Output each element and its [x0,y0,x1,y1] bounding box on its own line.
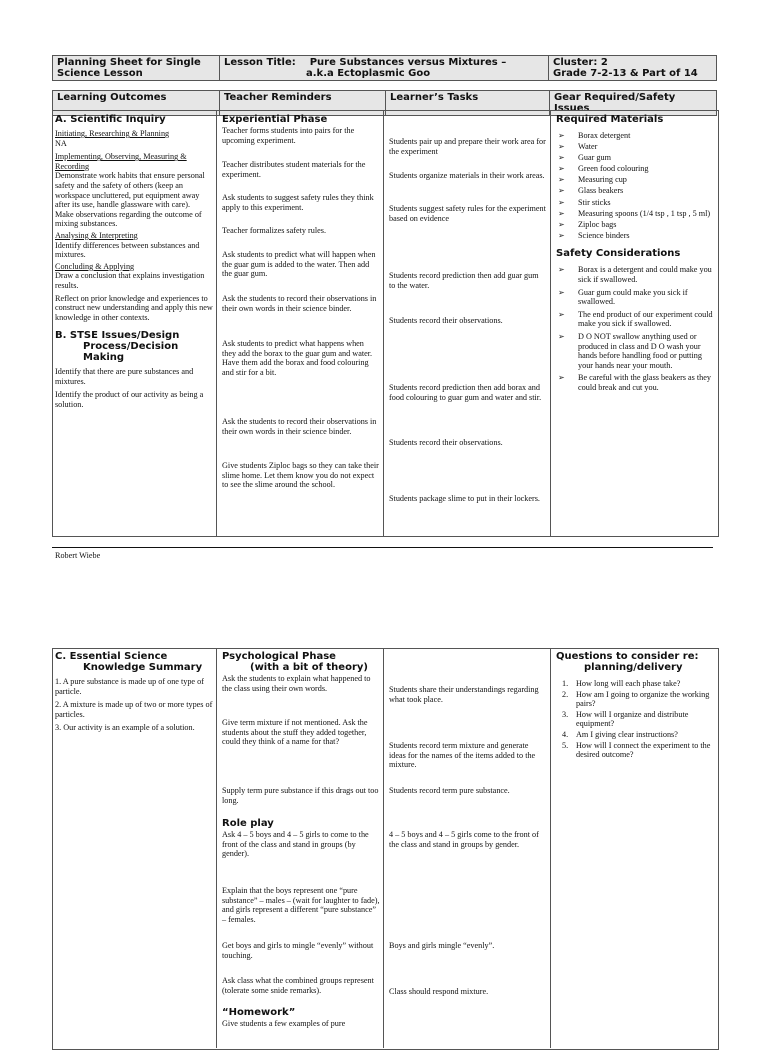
list-item: ➢ D O NOT swallow anything used or produced in class and D O wash your hands before handling food or putting your hands near your mouth. [556,332,714,370]
teacher-note: Get boys and girls to mingle “evenly” without touching. [222,941,374,960]
col-learners-tasks: Learner’s Tasks [386,91,550,116]
section-c-heading: C. Essential Science Knowledge Summary [55,651,203,673]
teacher-note: Ask students to predict what will happen when the guar gum is added to the water. Then add the guar gum. [222,250,376,279]
learner-task: Class should respond mixture. [389,987,489,996]
divider [216,648,217,1048]
teacher-note: Teacher formalizes safety rules. [222,226,326,235]
learner-task: Boys and girls mingle “evenly”. [389,941,495,950]
text: 1. A pure substance is made up of one type of particle. [55,677,204,696]
subheading: Implementing, Observing, Measuring & Recording [55,152,187,171]
teacher-note: Ask students to suggest safety rules they think apply to this experiment. [222,193,374,212]
list-item: ➢ Glass beakers [556,186,714,196]
learner-task: Students record term pure substance. [389,786,510,795]
learner-task: Students pair up and prepare their work area for the experiment [389,137,546,156]
sheet-title: Planning Sheet for Single Science Lesson [53,56,220,81]
header-table [52,55,717,81]
teacher-note: Ask students to predict what happens when they add the borax to the guar gum and water. Have them add the borax and food colouring and stir for a bit. [222,339,373,377]
author-name: Robert Wiebe [55,551,101,560]
subheading: Concluding & Applying [55,261,135,271]
text: Draw a conclusion that explains investigation results. [55,271,205,290]
teacher-note: Ask 4 – 5 boys and 4 – 5 girls to come to the front of the class and stand in groups (by gender). [222,830,369,859]
list-item: ➢ Be careful with the glass beakers as they could break and cut you. [556,373,714,392]
col-gear-safety: Gear Required/Safety Issues [550,91,717,116]
required-materials-heading: Required Materials [556,114,664,125]
learner-task: Students record their observations. [389,438,503,447]
knowledge-summary-column [55,651,213,733]
teacher-note: Teacher distributes student materials for the experiment. [222,160,366,179]
learner-task: Students record their observations. [389,316,503,325]
teacher-note: Ask class what the combined groups represent (tolerate some snide remarks). [222,976,374,995]
learner-task: Students share their understandings regarding what took place. [389,685,539,704]
list-item: ➢ Borax detergent [556,131,714,141]
list-item: ➢ The end product of our experiment could make you sick if swallowed. [556,310,714,329]
teacher-note: Give students a few examples of pure [222,1019,346,1028]
text: Demonstrate work habits that ensure personal safety and the safety of others (keep an workspace uncluttered, put equipment away after its use, handle glassware with care). [55,171,205,210]
homework-heading: “Homework” [222,1007,296,1018]
section-a-heading: A. Scientific Inquiry [55,114,166,125]
list-item: ➢ Guar gum could make you sick if swallowed. [556,288,714,307]
teacher-note: Give students Ziploc bags so they can take their slime home. Let them know you do not expect to see the slime around the school. [222,461,379,490]
learner-task: Students suggest safety rules for the experiment based on evidence [389,204,546,223]
materials-list [556,131,714,240]
lesson-title: Lesson Title: Pure Substances versus Mixtures – a.k.a Ectoplasmic Goo [220,56,549,81]
text: 3. Our activity is an example of a solution. [55,723,195,733]
divider [383,648,384,1048]
learner-task: Students record prediction then add borax and food colouring to guar gum and water and stir. [389,383,542,402]
list-item: ➢ Measuring spoons (1/4 tsp , 1 tsp , 5 ml) [556,209,714,219]
list-item: 4. Am I giving clear instructions? [562,729,678,739]
safety-heading: Safety Considerations [556,248,681,260]
questions-column [556,651,714,761]
col-teacher-reminders: Teacher Reminders [220,91,386,116]
list-item: ➢ Water [556,142,714,152]
list-item: 3. How will I organize and distribute equipment? [562,709,689,729]
footer-rule [52,547,713,548]
text: Make observations regarding the outcome of mixing substances. [55,209,202,229]
learner-task: Students package slime to put in their lockers. [389,494,540,503]
psychological-phase-heading: Psychological Phase (with a bit of theory) [222,651,368,673]
list-item: 1. How long will each phase take? [562,679,681,688]
list-item: ➢ Ziploc bags [556,220,714,230]
col-learning-outcomes: Learning Outcomes [53,91,220,116]
learner-task: 4 – 5 boys and 4 – 5 girls come to the front of the class and stand in groups by gender. [389,830,539,849]
text: Reflect on prior knowledge and experiences to construct new understanding and apply this new knowledge in other contexts. [55,293,213,322]
list-item: ➢ Measuring cup [556,175,714,185]
learner-task: Students organize materials in their work areas. [389,171,545,180]
teacher-note: Teacher forms students into pairs for the upcoming experiment. [222,126,355,145]
text: NA [55,138,67,148]
text: Identify that there are pure substances and mixtures. [55,367,194,386]
text: 2. A mixture is made up of two or more types of particles. [55,700,213,719]
teacher-note: Explain that the boys represent one “pure substance” – males – (wait for laughter to fade), and girls represent a different “pure substance” – females. [222,886,380,924]
teacher-note: Give term mixture if not mentioned. Ask the students about the stuff they added together, could they think of a name for that? [222,718,368,747]
learner-task: Students record term mixture and generate ideas for the names of the items added to the mixture. [389,741,536,770]
text: Identify the product of our activity as being a solution. [55,390,204,410]
cluster-grade: Cluster: 2 Grade 7-2-13 & Part of 14 [549,56,717,81]
learning-outcomes-column [55,114,213,410]
subheading: Initiating, Researching & Planning [55,129,170,138]
role-play-heading: Role play [222,818,274,829]
divider [550,648,551,1048]
learner-task: Students record prediction then add guar gum to the water. [389,271,539,290]
list-item: ➢ Green food colouring [556,164,714,174]
list-item: ➢ Stir sticks [556,198,714,208]
divider [383,110,384,537]
text: Identify differences between substances and mixtures. [55,240,200,260]
list-item: ➢ Guar gum [556,153,714,163]
teacher-note: Ask the students to record their observations in their own words in their science binder. [222,294,377,313]
divider [550,110,551,537]
list-item: 5. How will I connect the experiment to the desired outcome? [562,740,711,760]
teacher-note: Supply term pure substance if this drags out too long. [222,786,379,805]
divider [216,110,217,537]
gear-column [556,114,714,394]
questions-heading: Questions to consider re: planning/delivery [556,651,699,673]
experiential-phase-heading: Experiential Phase [222,114,328,125]
section-b-heading: B. STSE Issues/Design Process/Decision Making [55,330,180,364]
teacher-note: Ask the students to explain what happened to the class using their own words. [222,674,371,693]
teacher-note: Ask the students to record their observations in their own words in their science binder. [222,417,377,436]
safety-list [556,265,714,392]
subheading: Analysing & Interpreting [55,230,138,240]
list-item: ➢ Borax is a detergent and could make you sick if swallowed. [556,265,714,284]
questions-list [556,679,714,760]
list-item: ➢ Science binders [556,231,714,241]
list-item: 2. How am I going to organize the working pairs? [562,689,710,709]
